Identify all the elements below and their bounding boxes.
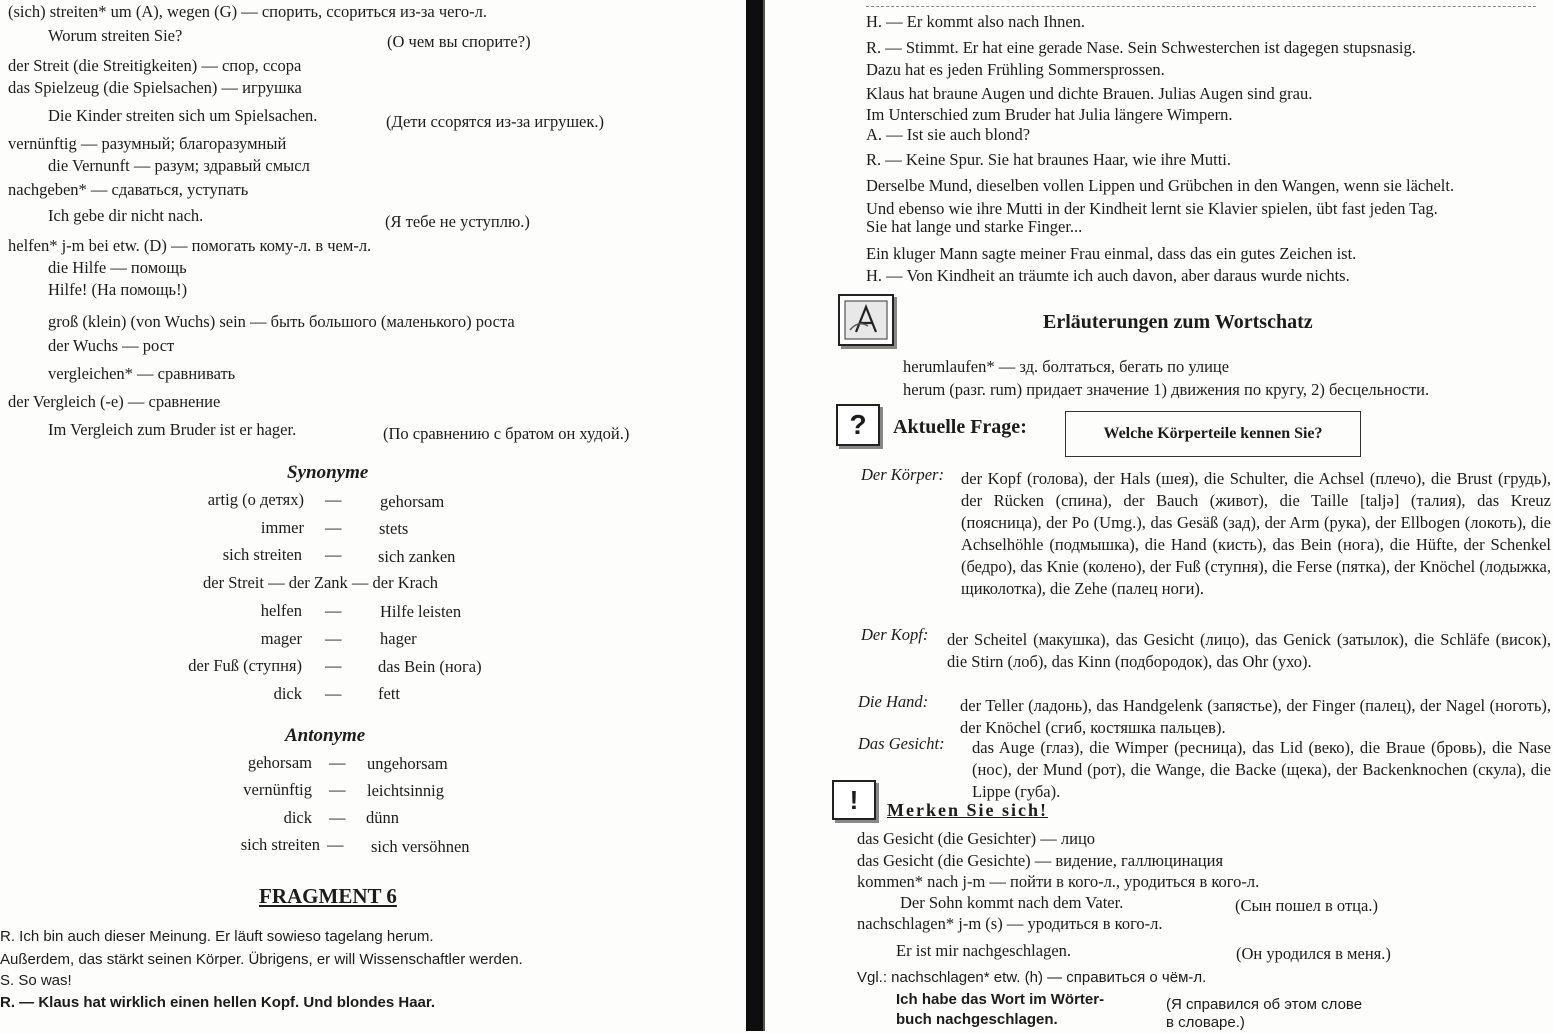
merken-example: Der Sohn kommt nach dem Vater. (900, 893, 1124, 912)
book-spine (746, 0, 763, 1031)
frage-box (1065, 411, 1361, 457)
fragment-heading: FRAGMENT 6 (259, 884, 397, 908)
synonym-chain: der Streit — der Zank — der Krach (203, 573, 439, 592)
merken-example: buch nachgeschlagen. (896, 1011, 1058, 1028)
antonym-left: vernünftig (243, 780, 312, 799)
dialogue-line: H. — Von Kindheit an träumte ich auch davon, aber daraus wurde nichts. (866, 266, 1350, 285)
note-line: herumlaufen* — зд. болтаться, бегать по улице (903, 357, 1230, 376)
dialogue-line: Sie hat lange und starke Finger... (866, 217, 1083, 236)
antonym-dash: — (329, 753, 346, 772)
example-translation: (О чем вы спорите?) (387, 32, 531, 51)
dialogue-line: Klaus hat braune Augen und dichte Brauen. Julias Augen sind grau. (866, 84, 1313, 103)
synonym-right: stets (379, 519, 409, 538)
kopf-text: der Scheitel (макушка), das Gesicht (лицо), das Genick (затылок), die Schläfe (висок), die Stirn (лоб), das Kinn (подбородок), das Ohr (ухо). (947, 630, 1551, 671)
synonym-right: hager (380, 629, 417, 648)
antonyme-heading: Antonyme (285, 725, 366, 746)
top-rule (866, 6, 1536, 7)
antonym-left: dick (283, 808, 312, 827)
vocab-line: Hilfe! (На помощь!) (48, 280, 188, 299)
synonym-right: gehorsam (380, 492, 445, 511)
antonym-right: dünn (366, 808, 399, 827)
merken-translation: в словаре.) (1166, 1014, 1245, 1031)
dialogue-line: H. — Er kommt also nach Ihnen. (866, 12, 1086, 31)
antonym-right: ungehorsam (367, 754, 448, 773)
vocab-line: der Vergleich (-e) — сравнение (8, 392, 221, 411)
dialogue-line: Dazu hat es jeden Frühling Sommersprossen. (866, 60, 1165, 79)
aktuelle-frage-label: Aktuelle Frage: (893, 416, 1027, 438)
vocab-line: nachgeben* — сдаваться, уступать (8, 180, 249, 199)
synonym-dash: — (325, 601, 342, 620)
erlaeuterungen-heading: Erläuterungen zum Wortschatz (1043, 311, 1313, 333)
hand-label: Die Hand: (858, 692, 929, 711)
synonym-left: immer (260, 518, 304, 537)
koerper-label: Der Körper: (861, 465, 944, 484)
synonym-right: das Bein (нога) (378, 657, 482, 676)
synonym-left: sich streiten (222, 545, 302, 564)
merken-example: Er ist mir nachgeschlagen. (896, 941, 1072, 960)
synonym-dash: — (325, 490, 342, 509)
dialogue-line: Ein kluger Mann sagte meiner Frau einmal, dass das ein gutes Zeichen ist. (866, 244, 1357, 263)
fragment-line: S. So was! (0, 972, 72, 989)
note-line: herum (разг. rum) придает значение 1) движения по кругу, 2) бесцельности. (903, 380, 1430, 399)
synonym-dash: — (325, 629, 342, 648)
synonyme-heading: Synonyme (287, 462, 369, 483)
synonym-left: dick (273, 684, 302, 703)
fragment-line: R. — Klaus hat wirklich einen hellen Kopf. Und blondes Haar. (0, 994, 436, 1011)
dialogue-line: A. — Ist sie auch blond? (866, 125, 1031, 144)
synonym-right: Hilfe leisten (380, 602, 462, 621)
merken-line: das Gesicht (die Gesichter) — лицо (857, 829, 1096, 848)
antonym-left: gehorsam (247, 753, 312, 772)
synonym-left: helfen (260, 601, 302, 620)
example-sentence: Worum streiten Sie? (48, 26, 183, 45)
merken-line: Vgl.: nachschlagen* etw. (h) — справиться о чём-л. (857, 969, 1207, 986)
dialogue-line: R. — Stimmt. Er hat eine gerade Nase. Sein Schwesterchen ist dagegen stupsnasig. (866, 38, 1416, 57)
dialogue-line: Derselbe Mund, dieselben vollen Lippen und Grübchen in den Wangen, wenn sie lächelt. (866, 176, 1455, 195)
merken-translation: (Сын пошел в отца.) (1235, 896, 1378, 915)
merken-translation: (Я справился об этом слове (1166, 996, 1363, 1013)
antonym-dash: — (329, 780, 346, 799)
synonym-left: mager (260, 629, 302, 648)
vocab-line: das Spielzeug (die Spielsachen) — игрушка (8, 78, 302, 97)
gesicht-label: Das Gesicht: (858, 734, 945, 753)
vocab-line: vergleichen* — сравнивать (48, 364, 236, 383)
koerper-text: der Kopf (голова), der Hals (шея), die Schulter, die Achsel (плечо), die Brust (грудь), der Rücken (спина), der Bauch (живот), die Taille [taljə] (талия), das Kreuz (поясница), der Po (Umg.), das Gesäß (зад), der Arm (рука), der Ellbogen (локоть), die Achselhöhle (подмышка), die Hand (кисть), das Bein (нога), die Hüfte, der Schenkel (бедро), das Knie (колено), der Fuß (ступня), die Ferse (пятка), der Knöchel (лодыжка, щиколотка), die Zehe (палец ноги). (961, 469, 1551, 598)
vocab-line: der Streit (die Streitigkeiten) — спор, ссора (8, 56, 302, 75)
dialogue-line: R. — Keine Spur. Sie hat braunes Haar, wie ihre Mutti. (866, 150, 1232, 169)
synonym-left: artig (о детях) (207, 490, 304, 509)
vocab-line: die Hilfe — помощь (48, 258, 187, 277)
synonym-right: sich zanken (378, 547, 456, 566)
example-sentence: Ich gebe dir nicht nach. (48, 206, 204, 225)
exclamation-icon: ! (832, 780, 876, 820)
antonym-dash: — (329, 808, 346, 827)
vocab-line: (sich) streiten* um (A), wegen (G) — спорить, ссориться из-за чего-л. (8, 2, 487, 21)
merken-heading: Merken Sie sich! (887, 800, 1048, 820)
merken-line: nachschlagen* j-m (s) — уродиться в кого-л. (857, 914, 1163, 933)
synonym-right: fett (378, 684, 400, 703)
kopf-label: Der Kopf: (861, 625, 929, 644)
dialogue-line: Und ebenso wie ihre Mutti in der Kindheit lernt sie Klavier spielen, übt fast jeden Tag. (866, 199, 1438, 218)
example-translation: (Я тебе не уступлю.) (385, 212, 530, 231)
antonym-dash: — (327, 835, 344, 854)
example-sentence: Die Kinder streiten sich um Spielsachen. (48, 106, 318, 125)
merken-line: das Gesicht (die Gesichte) — видение, галлюцинация (857, 851, 1224, 870)
dialogue-line: Im Unterschied zum Bruder hat Julia längere Wimpern. (866, 105, 1233, 124)
antonym-right: leichtsinnig (367, 781, 444, 800)
vocab-line: die Vernunft — разум; здравый смысл (48, 156, 310, 175)
example-translation: (Дети ссорятся из-за игрушек.) (386, 112, 604, 131)
merken-example: Ich habe das Wort im Wörter- (896, 991, 1105, 1008)
synonym-dash: — (325, 656, 342, 675)
merken-line: kommen* nach j-m — пойти в кого-л., уродиться в кого-л. (857, 872, 1260, 891)
question-icon: ? (836, 404, 880, 446)
merken-translation: (Он уродился в меня.) (1236, 944, 1391, 963)
antonym-left: sich streiten (240, 835, 320, 854)
book-spine-edge (763, 0, 765, 1031)
example-sentence: Im Vergleich zum Bruder ist er hager. (48, 420, 297, 439)
synonym-dash: — (325, 684, 342, 703)
vocab-line: helfen* j-m bei etw. (D) — помогать кому-л. в чем-л. (8, 236, 372, 255)
vocab-line: der Wuchs — рост (48, 336, 175, 355)
synonym-dash: — (325, 518, 342, 537)
fragment-line: R. Ich bin auch dieser Meinung. Er läuft sowieso tagelang herum. (0, 928, 434, 945)
left-page (0, 0, 748, 1031)
vocab-line: vernünftig — разумный; благоразумный (8, 134, 287, 153)
vocab-line: groß (klein) (von Wuchs) sein — быть большого (маленького) роста (48, 312, 515, 331)
frage-box-text: Welche Körperteile kennen Sie? (1103, 425, 1323, 442)
vocabulary-note-icon (838, 294, 894, 346)
hand-text: der Teller (ладонь), das Handgelenk (запястье), der Finger (палец), der Nagel (ноготь), der Knöchel (сгиб, костяшка пальцев). (960, 696, 1551, 737)
gesicht-text: das Auge (глаз), die Wimper (ресница), das Lid (веко), die Braue (бровь), die Nase (нос), der Mund (рот), die Wange, die Backe (щека), der Backenknochen (скула), die Lippe (губа). (972, 738, 1551, 801)
example-translation: (По сравнению с братом он худой.) (383, 424, 630, 443)
synonym-dash: — (325, 545, 342, 564)
fragment-line: Außerdem, das stärkt seinen Körper. Übrigens, er will Wissenschaftler werden. (0, 951, 523, 968)
synonym-left: der Fuß (ступня) (188, 656, 302, 675)
antonym-right: sich versöhnen (371, 837, 470, 856)
